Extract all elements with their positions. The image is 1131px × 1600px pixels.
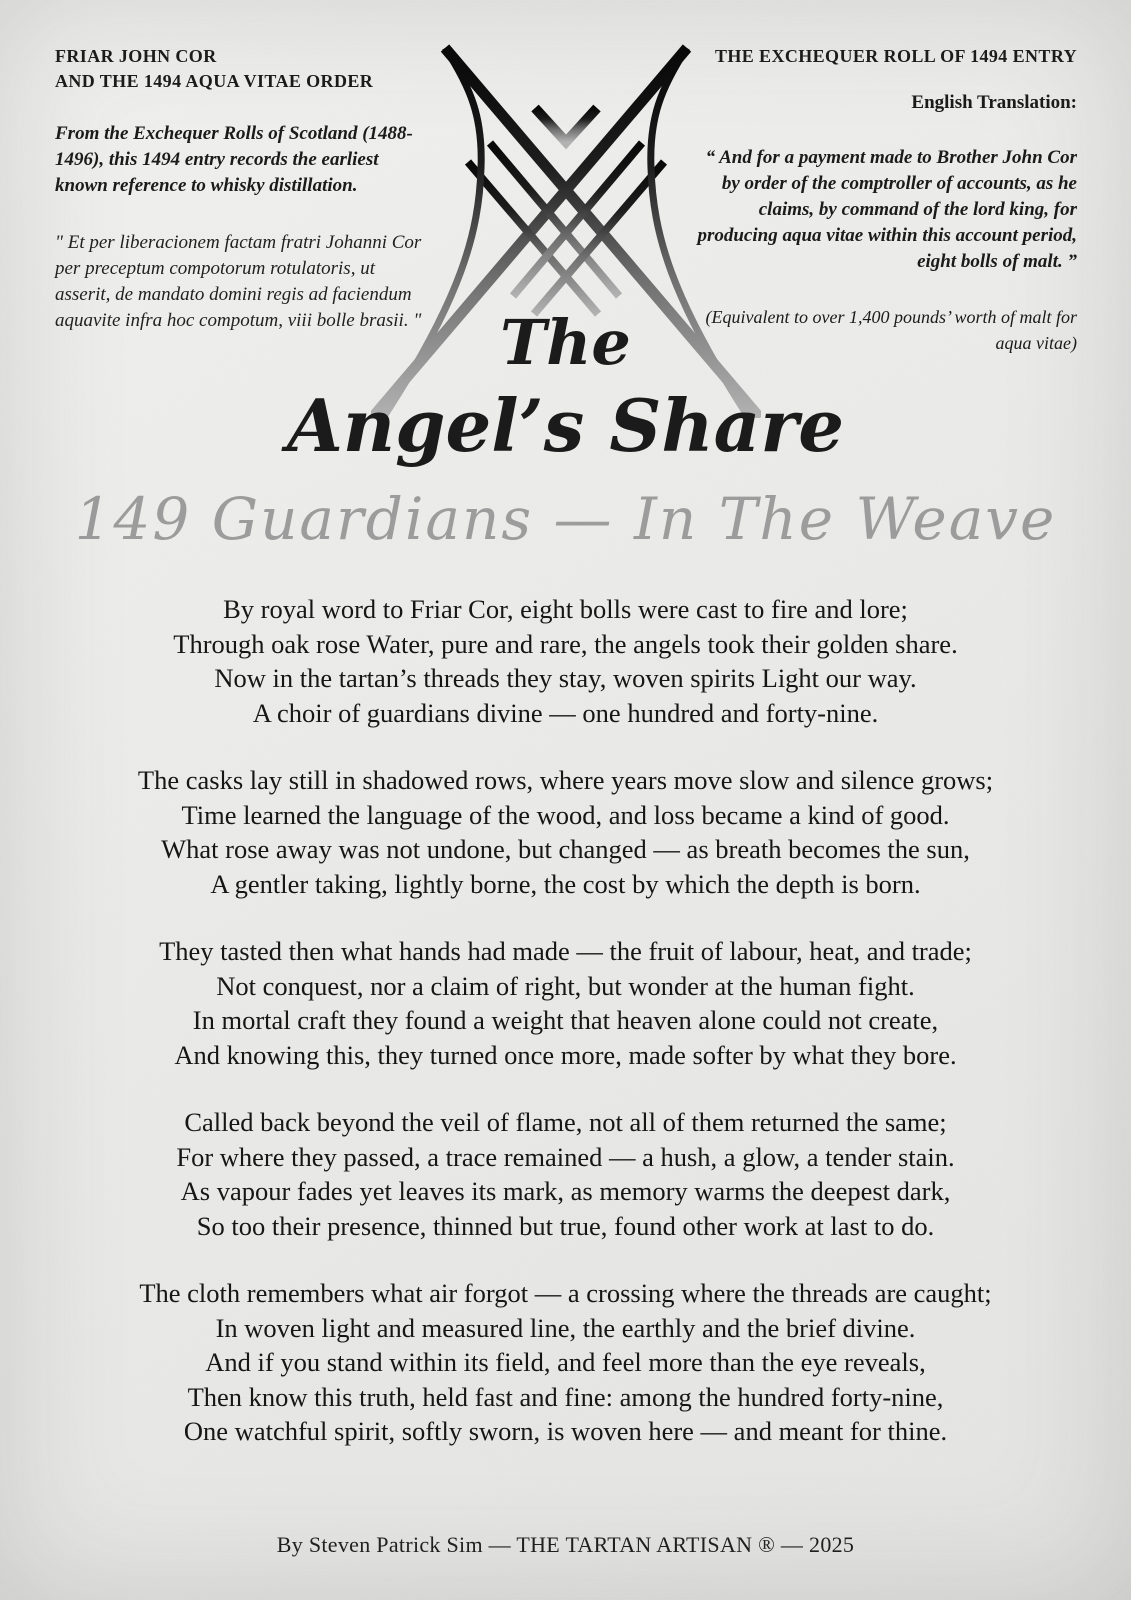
poem-line: For where they passed, a trace remained — a hush, a glow, a tender stain. xyxy=(176,1141,955,1172)
poem-line: Through oak rose Water, pure and rare, the angels took their golden share. xyxy=(173,628,958,659)
left-header-column xyxy=(55,44,423,334)
left-heading xyxy=(55,44,423,94)
right-heading: THE EXCHEQUER ROLL OF 1494 ENTRY xyxy=(714,46,1077,66)
poem-line: Not conquest, nor a claim of right, but wonder at the human fight. xyxy=(216,970,915,1001)
poem-line: Now in the tartan’s threads they stay, woven spirits Light our way. xyxy=(214,663,917,693)
poem-line: The casks lay still in shadowed rows, where years move slow and silence grows; xyxy=(137,765,994,795)
left-heading-line1: FRIAR JOHN COR xyxy=(55,46,217,66)
poem-line: Called back beyond the veil of flame, not all of them returned the same; xyxy=(184,1107,947,1137)
left-heading-line2: AND THE 1494 AQUA VITAE ORDER xyxy=(55,71,374,91)
poem-line: In mortal craft they found a weight that heaven alone could not create, xyxy=(192,1005,939,1035)
poem-stanza-5 xyxy=(0,1276,1131,1449)
poem-line: As vapour fades yet leaves its mark, as memory warms the deepest dark, xyxy=(180,1176,951,1206)
poem-line: So too their presence, thinned but true, found other work at last to do. xyxy=(196,1210,935,1241)
poem-line: A choir of guardians divine — one hundred and forty-nine. xyxy=(252,697,879,728)
title-angels-share: Angel’s Share xyxy=(286,383,845,468)
poem-line: And if you stand within its field, and feel more than the eye reveals, xyxy=(205,1347,926,1377)
title-block xyxy=(0,306,1131,553)
poem-stanza-2 xyxy=(0,763,1131,901)
english-translation-label: English Translation: xyxy=(911,92,1077,113)
author-credit: By Steven Patrick Sim — THE TARTAN ARTISAN ® — 2025 xyxy=(276,1532,855,1557)
english-translation-quote: “ And for a payment made to Brother John Cor by order of the comptroller of accounts, as he claims, by command of the lord king, for producing aqua vitae within this account period, eight bolls of malt. ” xyxy=(697,147,1077,272)
poem-line: What rose away was not undone, but changed — as breath becomes the sun, xyxy=(161,834,970,864)
poem-line: Time learned the language of the wood, and loss became a kind of good. xyxy=(181,799,950,830)
poem-line: In woven light and measured line, the earthly and the brief divine. xyxy=(215,1312,916,1343)
poem-line: A gentler taking, lightly borne, the cost by which the depth is born. xyxy=(210,868,921,899)
poem xyxy=(0,592,1131,1482)
poem-line: The cloth remembers what air forgot — a crossing where the threads are caught; xyxy=(139,1278,992,1308)
poem-line: By royal word to Friar Cor, eight bolls were cast to fire and lore; xyxy=(223,594,908,624)
latin-entry-quote: " Et per liberacionem factam fratri Johanni Cor per preceptum compotorum rotulatoris, ut asserit, de mandato domini regis ad faciendum aquavite infra hoc compotum, viii bolle brasii. " xyxy=(55,232,422,331)
poem-line: And knowing this, they turned once more, made softer by what they bore. xyxy=(174,1039,957,1070)
exchequer-rolls-intro: From the Exchequer Rolls of Scotland (1488-1496), this 1494 entry records the earliest known reference to whisky distillation. xyxy=(55,123,413,196)
title-the: The xyxy=(500,306,631,379)
poem-stanza-1 xyxy=(0,592,1131,730)
poem-stanza-3 xyxy=(0,934,1131,1072)
poem-line: One watchful spirit, softly sworn, is woven here — and meant for thine. xyxy=(183,1416,948,1446)
poem-stanza-4 xyxy=(0,1105,1131,1243)
equivalence-note: (Equivalent to over 1,400 pounds’ worth of malt for aqua vitae) xyxy=(705,307,1077,353)
subtitle-149-guardians: 149 Guardians — In The Weave xyxy=(74,485,1057,553)
poem-line: They tasted then what hands had made — the fruit of labour, heat, and trade; xyxy=(159,936,972,966)
poem-line: Then know this truth, held fast and fine: among the hundred forty-nine, xyxy=(187,1381,944,1412)
